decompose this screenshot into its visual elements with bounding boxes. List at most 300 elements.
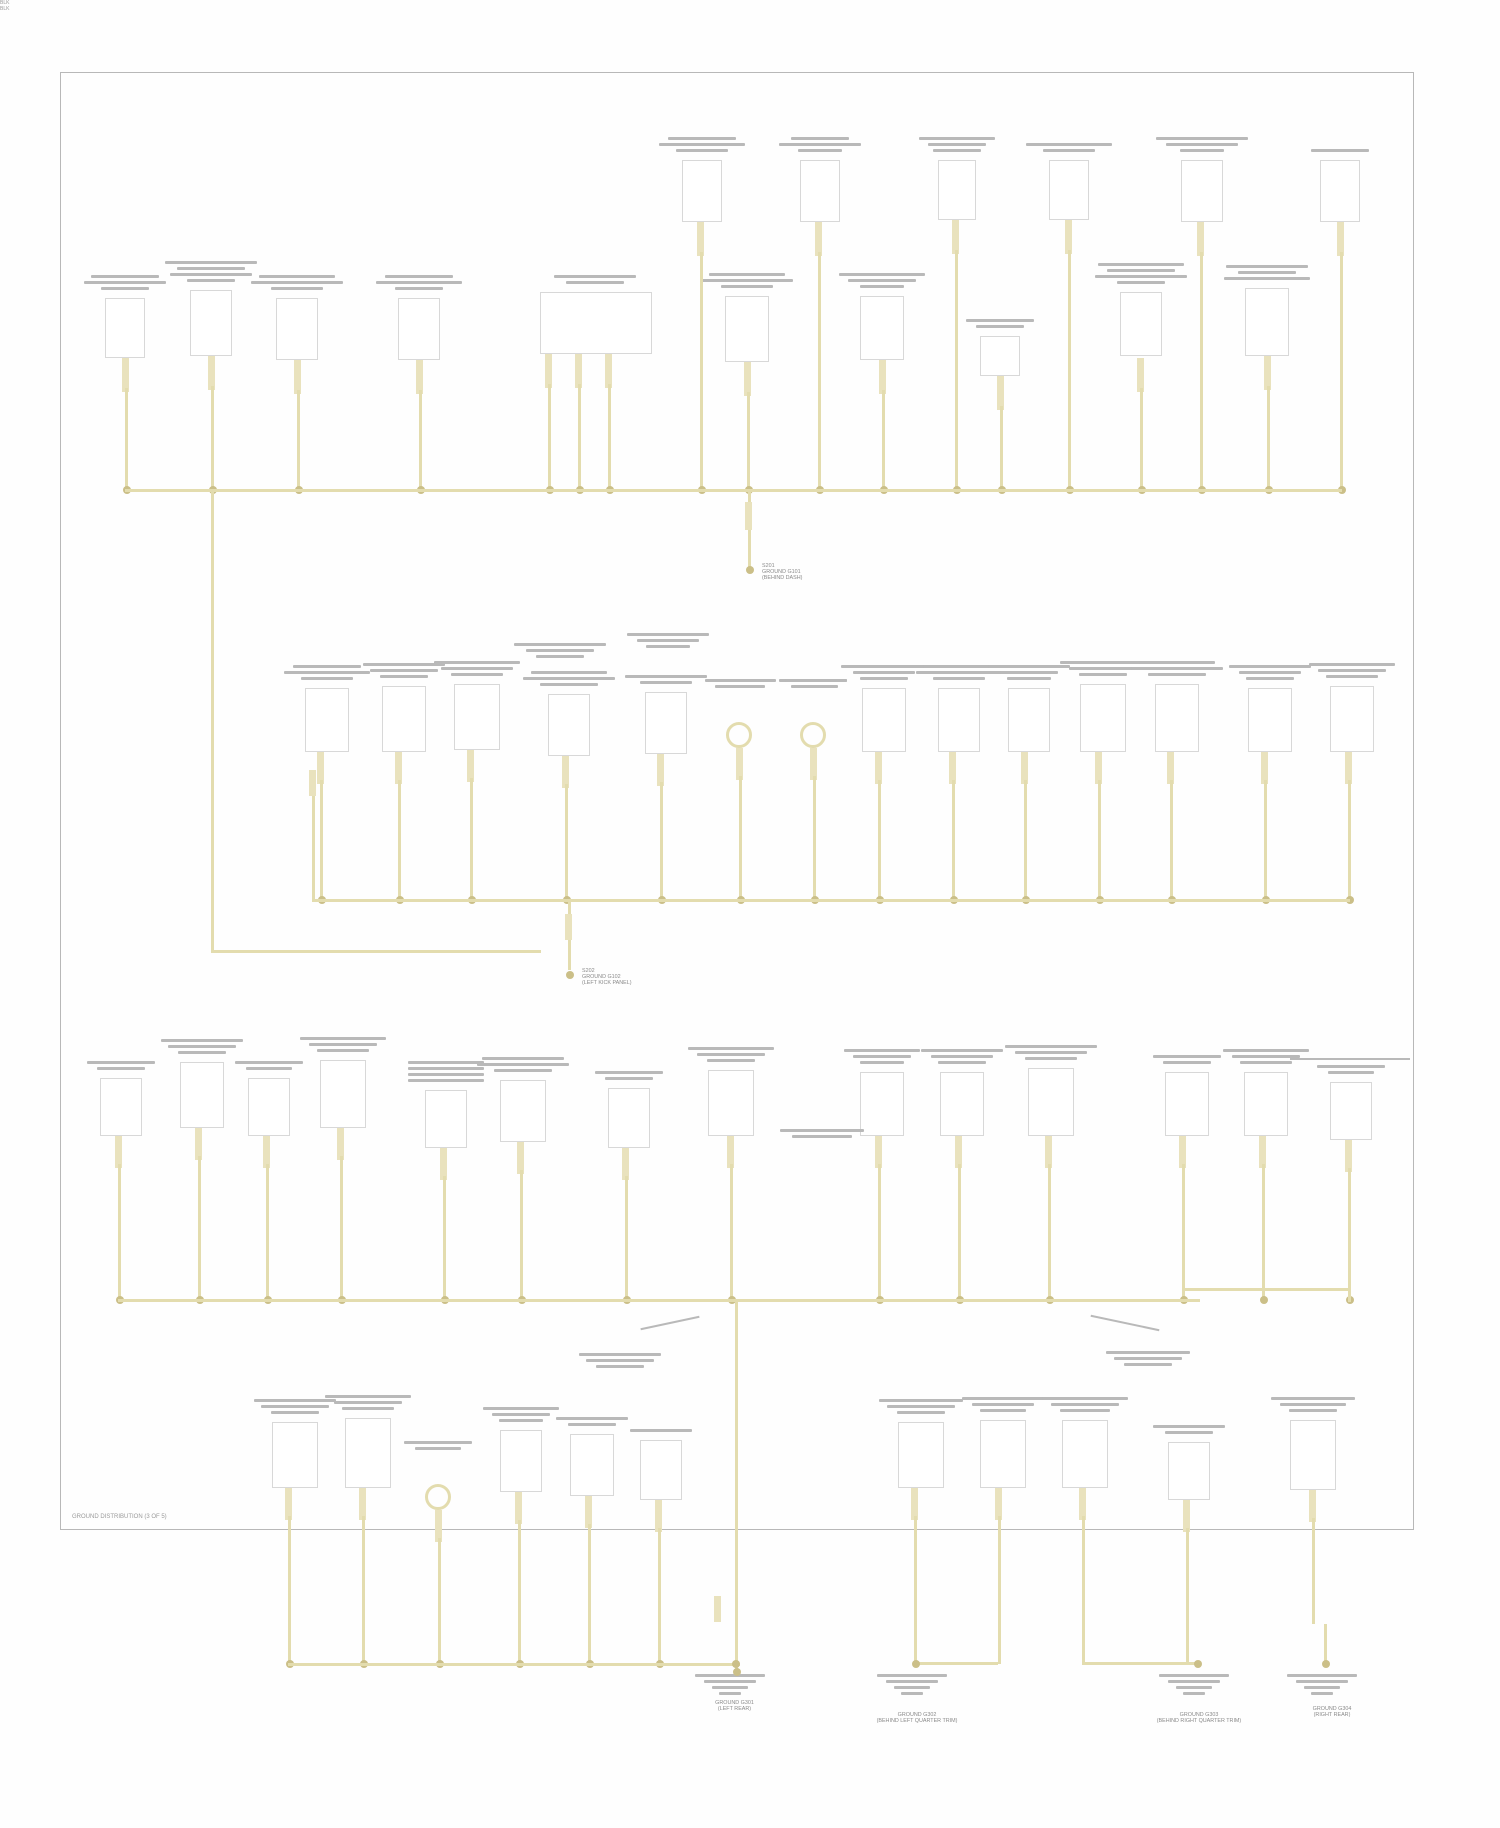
label-line (101, 287, 149, 290)
ring-connector-r2-7[interactable] (800, 722, 826, 748)
label-line (1079, 673, 1127, 676)
label-line (792, 1135, 852, 1138)
label-line (1026, 143, 1112, 146)
label-line (719, 685, 765, 688)
connector-top-2[interactable] (800, 160, 840, 222)
label-line (1148, 673, 1206, 676)
wire-drop-r1-2 (211, 386, 214, 490)
junction-g304 (1322, 1660, 1330, 1668)
component-label-r1-right-1 (699, 267, 795, 291)
pin-stub-s202 (565, 914, 572, 940)
connector-r4-5[interactable] (570, 1434, 614, 1496)
footer-note: GROUND DISTRIBUTION (3 OF 5) (72, 1514, 167, 1520)
wire-drop-r1-3 (297, 390, 300, 490)
label-line (84, 281, 166, 284)
bus-row3-right-upper (1182, 1288, 1350, 1291)
label-line (933, 149, 981, 152)
splice-label-r3-right (1100, 1345, 1196, 1369)
connector-r2-5[interactable] (645, 692, 687, 754)
label-line (441, 667, 513, 670)
label-line (300, 1037, 386, 1040)
wire-drop-r4-4 (518, 1520, 521, 1664)
wire-drop-r2-4 (565, 784, 568, 900)
label-line (251, 281, 342, 284)
label-line (595, 1071, 662, 1074)
label-line (536, 655, 584, 658)
wire-drop-r2-13 (1264, 780, 1267, 900)
label-line (640, 681, 693, 684)
component-label-r1-right-5 (1219, 259, 1315, 283)
connector-r3-14[interactable] (1330, 1082, 1372, 1140)
label-line (1051, 1403, 1118, 1406)
wire-drop-r2-1 (320, 780, 323, 900)
pin-stub-s201 (745, 502, 752, 530)
component-label-r1-left-2 (163, 254, 259, 284)
component-label-r1-left-4 (371, 269, 467, 293)
label-line (676, 149, 729, 152)
connector-r3-8[interactable] (708, 1070, 754, 1136)
label-line (165, 261, 256, 264)
wire-drop-r1-11 (882, 390, 885, 490)
component-label-r1-left-1 (77, 269, 173, 293)
label-line (494, 1069, 552, 1072)
ground-sub: (BEHIND LEFT QUARTER TRIM) (876, 1718, 958, 1724)
connector-r4-11[interactable] (1290, 1420, 1336, 1490)
wire-merge-b (998, 1624, 1001, 1664)
ground-symbol-g303 (1149, 1672, 1239, 1696)
wire-drop-r3-10 (958, 1164, 961, 1300)
component-label-top-3 (909, 131, 1005, 155)
pin-stub-r1-11 (879, 360, 886, 394)
pin-stub-r1-9 (744, 362, 751, 396)
ground-bar (712, 1686, 748, 1689)
connector-top-3[interactable] (938, 160, 976, 220)
label-line (178, 1051, 226, 1054)
wire-drop-r4-1 (288, 1516, 291, 1664)
label-line (531, 671, 608, 674)
connector-r3-6[interactable] (500, 1080, 546, 1142)
label-line (1131, 667, 1222, 670)
component-label-r4-10 (1141, 1419, 1237, 1436)
label-line (526, 649, 593, 652)
connector-r1-right-2[interactable] (860, 296, 904, 360)
header-rule-r3 (1290, 1058, 1410, 1060)
wire-drop-r4-right-4 (1186, 1528, 1189, 1624)
wire-drop-r3-1 (118, 1164, 121, 1300)
connector-r4-7[interactable] (898, 1422, 944, 1488)
ground-symbol-g302 (867, 1672, 957, 1696)
label-line (404, 1441, 471, 1444)
ring-connector-r4-3[interactable] (425, 1484, 451, 1510)
bus-row1 (125, 489, 1342, 492)
connector-r3-11[interactable] (1028, 1068, 1074, 1136)
connector-top-5[interactable] (1181, 160, 1223, 222)
label-line (853, 1055, 911, 1058)
label-line (385, 275, 452, 278)
wire-drop-r2-8 (878, 780, 881, 900)
wire-drop-r4-6 (658, 1528, 661, 1664)
label-line (1153, 1425, 1225, 1428)
connector-r2-11[interactable] (1080, 684, 1126, 752)
wire-drop-r3-8 (730, 1164, 733, 1300)
ground-bar (1183, 1692, 1205, 1695)
splice-sub: GROUND G102 (582, 974, 621, 980)
ground-bar (901, 1692, 923, 1695)
label-line (637, 639, 699, 642)
connector-r3-3[interactable] (248, 1078, 290, 1136)
wire-drop-r1-5 (548, 384, 551, 490)
connector-r1-right-1[interactable] (725, 296, 769, 362)
label-line (1156, 137, 1247, 140)
ground-sub: (RIGHT REAR) (1313, 1712, 1351, 1718)
ground-id: GROUND G302 (897, 1712, 937, 1718)
wire-drop-r1-15 (1140, 388, 1143, 490)
label-line (966, 319, 1033, 322)
label-line (1114, 1357, 1181, 1360)
wire-drop-r2-6 (739, 776, 742, 900)
label-line (697, 1053, 764, 1056)
label-line (246, 1067, 292, 1070)
wire-tag-r3: BLK (0, 6, 10, 12)
label-line (933, 677, 986, 680)
label-line (779, 143, 861, 146)
label-line (798, 149, 841, 152)
label-line (791, 137, 849, 140)
pin-stub-r1-4 (416, 360, 423, 394)
connector-top-4[interactable] (1049, 160, 1089, 220)
label-line (523, 677, 614, 680)
ground-label-g302 (852, 1712, 982, 1724)
label-line (434, 661, 520, 664)
connector-r1-left-4[interactable] (398, 298, 440, 360)
wire-drop-r2-11 (1098, 780, 1101, 900)
label-line (554, 275, 636, 278)
wire-drop-r3-13 (1262, 1164, 1265, 1300)
connector-r1-right-4[interactable] (1120, 292, 1162, 356)
pin-stub-r1-16 (1197, 222, 1204, 256)
connector-r2-9[interactable] (938, 688, 980, 752)
wire-trunk-left (211, 490, 214, 952)
pin-stub-r1-2 (208, 356, 215, 390)
connector-r3-12[interactable] (1165, 1072, 1209, 1136)
label-line (187, 279, 235, 282)
label-line (707, 1059, 755, 1062)
connector-r2-2[interactable] (382, 686, 426, 752)
connector-r3-2[interactable] (180, 1062, 224, 1128)
label-line (1107, 269, 1174, 272)
wire-drop-r2-12 (1170, 780, 1173, 900)
wire-drop-r4-right-1 (914, 1516, 917, 1624)
wire-drop-r2-9 (952, 780, 955, 900)
ground-bar (1159, 1674, 1229, 1677)
wire-drop-r1-17 (1267, 386, 1270, 490)
connector-r2-10[interactable] (1008, 688, 1050, 752)
component-label-r3-inline (774, 1123, 870, 1140)
label-line (1015, 1051, 1087, 1054)
pin-stub-r2-left (309, 770, 316, 796)
label-line (1153, 1055, 1220, 1058)
ground-id: GROUND G304 (1312, 1706, 1352, 1712)
connector-r3-7[interactable] (608, 1088, 650, 1148)
label-line (839, 273, 925, 276)
label-line (630, 1429, 692, 1432)
ground-bar (1311, 1692, 1333, 1695)
label-line (976, 325, 1024, 328)
ground-bar (1168, 1680, 1220, 1683)
pin-stub-r1-10 (815, 222, 822, 256)
component-label-r3-7 (581, 1065, 677, 1082)
component-label-r4-6 (613, 1424, 709, 1435)
connector-r1-right-5[interactable] (1245, 288, 1289, 356)
label-line (709, 273, 786, 276)
label-line (161, 1039, 243, 1042)
label-line (271, 1411, 319, 1414)
wire-drop-r1-13 (1000, 406, 1003, 490)
ground-bar (719, 1692, 741, 1695)
wire-drop-r1-18 (1340, 252, 1343, 490)
wire-drop-r1-8 (700, 252, 703, 490)
wire-drop-r1-7 (608, 384, 611, 490)
junction-g303 (1194, 1660, 1202, 1668)
wire-drop-r3-7 (625, 1176, 628, 1300)
label-line (972, 1403, 1034, 1406)
component-label-multipin (547, 269, 643, 286)
label-line (919, 137, 996, 140)
splice-label-r3-left (572, 1347, 668, 1371)
label-line (1224, 277, 1310, 280)
component-label-r3-2 (154, 1033, 250, 1057)
wire-drop-r1-16 (1200, 252, 1203, 490)
label-line (688, 1047, 774, 1050)
label-line (938, 1061, 986, 1064)
label-line (1240, 1061, 1293, 1064)
label-line (1095, 275, 1186, 278)
label-line (1238, 271, 1296, 274)
component-label-top-1 (654, 131, 750, 155)
wire-drop-r1-4 (419, 390, 422, 490)
wire-drop-r1-9 (747, 392, 750, 490)
junction-g302 (912, 1660, 920, 1668)
wire-drop-r3-11 (1048, 1164, 1051, 1300)
wire-drop-r1-12 (955, 250, 958, 490)
ground-bar (894, 1686, 930, 1689)
label-line (659, 143, 745, 146)
wire-merge-c-h (1082, 1662, 1198, 1665)
connector-r3-1[interactable] (100, 1078, 142, 1136)
ground-label-g303 (1134, 1712, 1264, 1724)
label-line (483, 1407, 560, 1410)
connector-r3-4[interactable] (320, 1060, 366, 1128)
splice-sub: GROUND G101 (762, 569, 801, 575)
label-line (1166, 143, 1238, 146)
connector-r1-left-2[interactable] (190, 290, 232, 356)
wire-drop-r4-3 (438, 1538, 441, 1664)
junction-s202 (566, 971, 574, 979)
label-line (860, 285, 903, 288)
connector-r1-left-1[interactable] (105, 298, 145, 358)
connector-r1-right-3[interactable] (980, 336, 1020, 376)
wire-r2-left-riser (312, 790, 315, 902)
ground-bar (1287, 1674, 1357, 1677)
bus-row2 (312, 899, 1350, 902)
wire-merge-a (914, 1624, 917, 1664)
label-line (1226, 265, 1308, 268)
ground-bar (877, 1674, 947, 1677)
pin-stub-r1-18 (1337, 222, 1344, 256)
label-line (897, 1411, 945, 1414)
label-line (1271, 1397, 1355, 1400)
label-line (586, 1359, 653, 1362)
component-label-top-4 (1021, 137, 1117, 154)
connector-top-1[interactable] (682, 160, 722, 222)
connector-r4-2[interactable] (345, 1418, 391, 1488)
wire-trunk-left-h (211, 950, 541, 953)
label-line (492, 1413, 550, 1416)
label-line (97, 1067, 145, 1070)
wire-drop-r2-14 (1348, 780, 1351, 900)
component-label-r3-6 (475, 1051, 571, 1075)
label-line (962, 1397, 1044, 1400)
label-line (261, 1405, 328, 1408)
label-line (921, 1049, 1003, 1052)
component-label-top-5 (1154, 131, 1250, 155)
label-line (1165, 1431, 1213, 1434)
connector-r3-10[interactable] (940, 1072, 984, 1136)
wire-drop-r2-3 (470, 778, 473, 900)
ground-symbol-g304 (1277, 1672, 1367, 1696)
label-line (980, 1409, 1026, 1412)
component-label-r2-aux1 (512, 637, 608, 661)
component-label-r1-right-2 (834, 267, 930, 291)
label-line (1180, 149, 1223, 152)
component-label-r3-3 (221, 1055, 317, 1072)
label-line (887, 1405, 954, 1408)
connector-r4-8[interactable] (980, 1420, 1026, 1488)
connector-r2-1[interactable] (305, 688, 349, 752)
label-line (1317, 1065, 1384, 1068)
splice-id: S201 (762, 563, 775, 569)
component-label-r4-3 (390, 1435, 486, 1452)
label-line (170, 273, 252, 276)
pin-stub-r1-7 (605, 354, 612, 388)
label-line (1043, 149, 1096, 152)
component-label-r2-12 (1129, 655, 1225, 679)
label-line (1025, 1057, 1078, 1060)
connector-r2-14[interactable] (1330, 686, 1374, 752)
label-line (309, 1043, 376, 1046)
splice-extra: (BEHIND DASH) (762, 575, 803, 581)
connector-r3-5[interactable] (425, 1090, 467, 1148)
label-line (370, 669, 437, 672)
label-line (1098, 263, 1184, 266)
label-line (408, 1067, 485, 1070)
junction-r4-center (732, 1660, 740, 1668)
label-line (1000, 671, 1058, 674)
component-label-top-6 (1292, 144, 1388, 155)
pin-stub-r1-3 (294, 360, 301, 394)
component-label-r3-10 (914, 1043, 1010, 1067)
label-line (91, 275, 158, 278)
wire-tag-r2: BLK (0, 0, 10, 6)
connector-r2-12[interactable] (1155, 684, 1199, 752)
connector-multipin[interactable] (540, 292, 652, 354)
component-label-r4-2 (320, 1389, 416, 1413)
pin-stub-r1-6 (575, 354, 582, 388)
label-line (879, 1399, 963, 1402)
label-line (380, 675, 428, 678)
label-line (668, 137, 735, 140)
wire-merge-a-h (914, 1662, 998, 1665)
connector-r2-4[interactable] (548, 694, 590, 756)
label-line (235, 1061, 302, 1064)
component-label-r4-11 (1265, 1391, 1361, 1415)
label-line (1042, 1397, 1128, 1400)
label-line (499, 1419, 542, 1422)
component-label-r2-14 (1304, 657, 1400, 681)
connector-r2-3[interactable] (454, 684, 500, 750)
label-line (325, 1395, 411, 1398)
label-line (794, 685, 837, 688)
ground-id: GROUND G301 (715, 1700, 754, 1706)
pin-stub-r1-14 (1065, 220, 1072, 254)
component-label-r3-1 (73, 1055, 169, 1072)
wire-drop-r2-10 (1024, 780, 1027, 900)
component-label-r3-13 (1218, 1043, 1314, 1067)
connector-r4-4[interactable] (500, 1430, 542, 1492)
label-line (259, 275, 336, 278)
label-line (860, 677, 908, 680)
wire-drop-r3-9 (878, 1164, 881, 1300)
connector-r4-6[interactable] (640, 1440, 682, 1500)
wire-drop-r4-right-3 (1082, 1516, 1085, 1624)
connector-r4-1[interactable] (272, 1422, 318, 1488)
label-line (1124, 1363, 1172, 1366)
component-label-top-2 (772, 131, 868, 155)
connector-r2-8[interactable] (862, 688, 906, 752)
label-line (1246, 677, 1294, 680)
connector-top-6[interactable] (1320, 160, 1360, 222)
label-line (931, 1055, 993, 1058)
label-line (395, 287, 443, 290)
label-line (271, 287, 324, 290)
connector-r2-13[interactable] (1248, 688, 1292, 752)
connector-r4-10[interactable] (1168, 1442, 1210, 1500)
label-line (408, 1073, 485, 1076)
label-line (721, 285, 774, 288)
ground-sub: (BEHIND RIGHT QUARTER TRIM) (1156, 1718, 1242, 1724)
wire-drop-r3-4 (340, 1156, 343, 1300)
wire-drop-r3-3 (266, 1164, 269, 1300)
connector-r1-left-3[interactable] (276, 298, 318, 360)
ground-bar (704, 1680, 756, 1683)
ground-bar (886, 1680, 938, 1683)
label-line (1106, 1351, 1190, 1354)
ground-bar (695, 1674, 765, 1677)
connector-r3-13[interactable] (1244, 1072, 1288, 1136)
component-label-r1-left-3 (249, 269, 345, 293)
wire-drop-r1-1 (125, 388, 128, 490)
label-line (627, 633, 709, 636)
ring-connector-r2-6[interactable] (726, 722, 752, 748)
ground-label-g304 (1272, 1706, 1392, 1718)
label-line (566, 281, 624, 284)
junction-trunk-bottom (733, 1668, 741, 1676)
ground-label-g301 (672, 1700, 797, 1712)
label-line (646, 645, 689, 648)
junction-r3-13 (1260, 1296, 1268, 1304)
connector-r4-9[interactable] (1062, 1420, 1108, 1488)
label-line (605, 1077, 653, 1080)
